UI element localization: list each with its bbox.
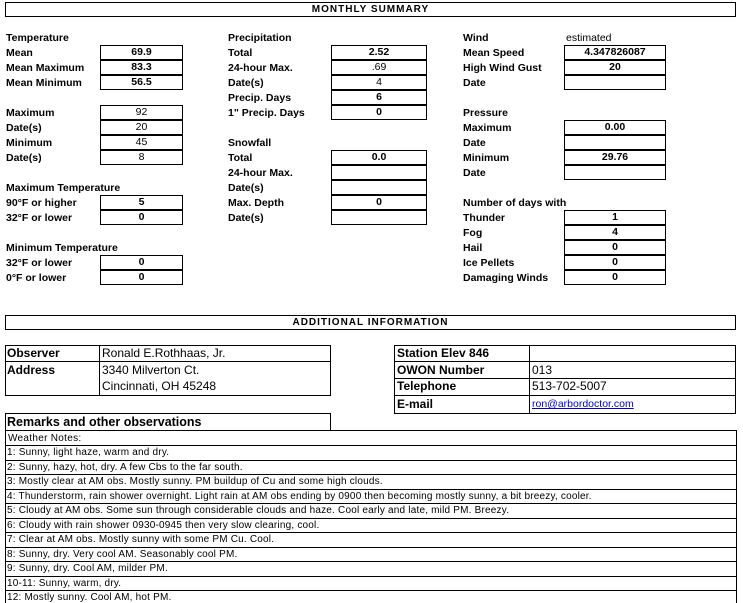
- observer-value: Ronald E.Rothhaas, Jr.: [102, 346, 226, 360]
- wind-mean-speed-value: 4.347826087: [564, 45, 666, 60]
- le32-min-label: 32°F or lower: [6, 257, 73, 269]
- temp-max-dates-label: Date(s): [6, 122, 42, 134]
- snow-total-label: Total: [228, 152, 253, 164]
- le32-max-value: 0: [100, 210, 183, 225]
- ge90-label: 90°F or higher: [6, 197, 77, 209]
- precip-inch-days-label: 1" Precip. Days: [228, 107, 305, 119]
- hail-value: 0: [564, 240, 666, 255]
- thunder-value: 1: [564, 210, 666, 225]
- telephone-value: 513-702-5007: [532, 379, 607, 393]
- precip-inch-days-value: 0: [331, 105, 427, 120]
- precip-max24-label: 24-hour Max.: [228, 62, 293, 74]
- fog-label: Fog: [463, 227, 483, 239]
- remark-line: 5: Cloudy at AM obs. Some sun through considerable clouds and haze. Cool early and late, mild PM. Breezy.: [5, 503, 737, 518]
- precip-max24-value: .69: [331, 60, 427, 75]
- address-line2: Cincinnati, OH 45248: [102, 379, 217, 393]
- le0-label: 0°F or lower: [6, 272, 67, 284]
- le0-value: 0: [100, 270, 183, 285]
- ge90-value: 5: [100, 195, 183, 210]
- temp-max-value: 92: [100, 105, 183, 120]
- temp-min-dates-value: 8: [100, 150, 183, 165]
- remark-line: 9: Sunny, dry. Cool AM, milder PM.: [5, 561, 737, 576]
- remark-line: 6: Cloudy with rain shower 0930-0945 then very slow clearing, cool.: [5, 518, 737, 533]
- remark-line: 7: Clear at AM obs. Mostly sunny with some PM Cu. Cool.: [5, 532, 737, 547]
- station-divider: [529, 345, 530, 414]
- telephone-label: Telephone: [397, 379, 457, 393]
- wind-mean-speed-label: Mean Speed: [463, 47, 525, 59]
- precip-total-label: Total: [228, 47, 253, 59]
- thunder-label: Thunder: [463, 212, 505, 224]
- wind-gust-value: 20: [564, 60, 666, 75]
- temp-mean-max-label: Mean Maximum: [6, 62, 85, 74]
- wind-date-label: Date: [463, 77, 486, 89]
- owon-label: OWON Number: [397, 363, 485, 377]
- temp-mean-value: 69.9: [100, 45, 183, 60]
- wind-gust-label: High Wind Gust: [463, 62, 542, 74]
- temp-min-dates-label: Date(s): [6, 152, 42, 164]
- address-line1: 3340 Milverton Ct.: [102, 363, 200, 377]
- precip-heading: Precipitation: [228, 32, 292, 44]
- wind-estimated-note: estimated: [566, 32, 612, 44]
- remark-line: 10-11: Sunny, warm, dry.: [5, 576, 737, 591]
- temp-mean-max-value: 83.3: [100, 60, 183, 75]
- precip-days-label: Precip. Days: [228, 92, 292, 104]
- snow-max24-label: 24-hour Max.: [228, 167, 293, 179]
- pressure-max-value: 0.00: [564, 120, 666, 135]
- remark-line: 3: Mostly clear at AM obs. Mostly sunny. PM buildup of Cu and some high clouds.: [5, 474, 737, 489]
- pressure-min-value: 29.76: [564, 150, 666, 165]
- min-temp-heading: Minimum Temperature: [6, 242, 118, 254]
- temp-min-value: 45: [100, 135, 183, 150]
- remark-line: 2: Sunny, hazy, hot, dry. A few Cbs to the far south.: [5, 460, 737, 475]
- pressure-max-label: Maximum: [463, 122, 512, 134]
- pressure-heading: Pressure: [463, 107, 508, 119]
- snow-dates-label: Date(s): [228, 182, 264, 194]
- observer-divider: [99, 345, 100, 396]
- station-elev-label: Station Elev 846: [397, 346, 490, 360]
- weather-notes-header: Weather Notes:: [8, 433, 82, 444]
- email-label: E-mail: [397, 397, 434, 411]
- ice-pellets-value: 0: [564, 255, 666, 270]
- email-link[interactable]: ron@arbordoctor.com: [532, 398, 634, 410]
- remark-line: 8: Sunny, dry. Very cool AM. Seasonably cool PM.: [5, 547, 737, 562]
- pressure-min-date-value: [564, 165, 666, 180]
- pressure-max-date-label: Date: [463, 137, 486, 149]
- temperature-heading: Temperature: [6, 32, 69, 44]
- fog-value: 4: [564, 225, 666, 240]
- remark-line: 1: Sunny, light haze, warm and dry.: [5, 445, 737, 460]
- temp-min-label: Minimum: [6, 137, 53, 149]
- snowfall-heading: Snowfall: [228, 137, 272, 149]
- snow-depth-dates-label: Date(s): [228, 212, 264, 224]
- address-label: Address: [7, 363, 56, 377]
- remark-line: 12: Mostly sunny. Cool AM, hot PM.: [5, 590, 737, 603]
- le32-max-label: 32°F or lower: [6, 212, 73, 224]
- observer-label: Observer: [7, 346, 60, 360]
- temp-max-label: Maximum: [6, 107, 55, 119]
- temp-max-dates-value: 20: [100, 120, 183, 135]
- wind-date-value: [564, 75, 666, 90]
- hail-label: Hail: [463, 242, 483, 254]
- precip-days-value: 6: [331, 90, 427, 105]
- owon-value: 013: [532, 363, 553, 377]
- le32-min-value: 0: [100, 255, 183, 270]
- precip-total-value: 2.52: [331, 45, 427, 60]
- days-with-heading: Number of days with: [463, 197, 567, 209]
- snow-depth-value: 0: [331, 195, 427, 210]
- remark-line: 4: Thunderstorm, rain shower overnight. Light rain at AM obs ending by 0900 then becoming mostly sunny, a bit breezy, cooler.: [5, 489, 737, 504]
- damaging-winds-value: 0: [564, 270, 666, 285]
- pressure-max-date-value: [564, 135, 666, 150]
- remarks-title: Remarks and other observations: [7, 415, 202, 429]
- max-temp-heading: Maximum Temperature: [6, 182, 121, 194]
- additional-info-header: ADDITIONAL INFORMATION: [5, 315, 736, 330]
- pressure-min-label: Minimum: [463, 152, 510, 164]
- temp-mean-min-value: 56.5: [100, 75, 183, 90]
- temp-mean-min-label: Mean Minimum: [6, 77, 82, 89]
- temp-mean-label: Mean: [6, 47, 33, 59]
- snow-total-value: 0.0: [331, 150, 427, 165]
- snow-depth-dates-value: [331, 210, 427, 225]
- precip-dates-value: 4: [331, 75, 427, 90]
- pressure-min-date-label: Date: [463, 167, 486, 179]
- damaging-winds-label: Damaging Winds: [463, 272, 549, 284]
- wind-heading: Wind: [463, 32, 489, 44]
- snow-max24-value: [331, 165, 427, 180]
- precip-dates-label: Date(s): [228, 77, 264, 89]
- station-row-line-3: [394, 395, 736, 396]
- snow-dates-value: [331, 180, 427, 195]
- snow-depth-label: Max. Depth: [228, 197, 285, 209]
- ice-pellets-label: Ice Pellets: [463, 257, 515, 269]
- monthly-summary-header: MONTHLY SUMMARY: [5, 2, 736, 17]
